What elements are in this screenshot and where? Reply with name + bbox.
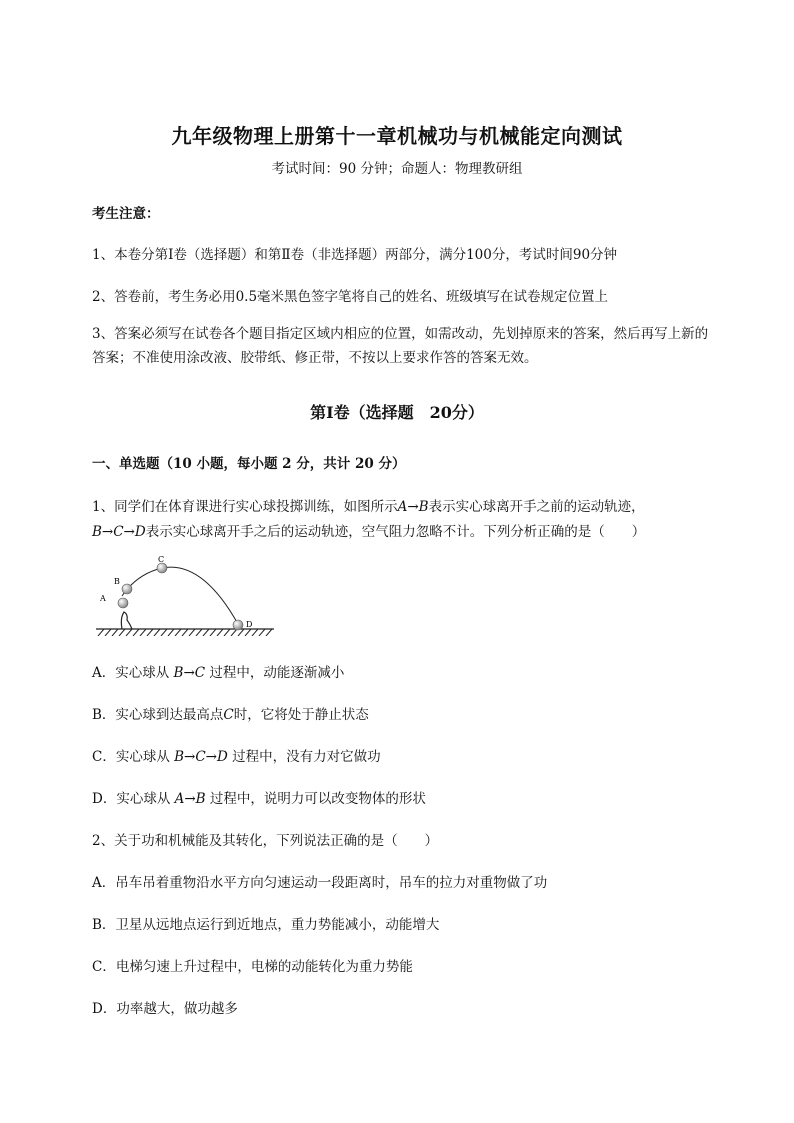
label-c: C <box>158 556 165 564</box>
exam-info: 考试时间：90 分钟；命题人：物理教研组 <box>271 161 523 177</box>
option-text: D．实心球从 <box>92 791 175 807</box>
q1-path-ab: A→B <box>397 499 429 515</box>
option-text: 过程中，动能逐渐减小 <box>205 665 345 681</box>
q1-path-bcd: B→C→D <box>92 524 146 540</box>
option-text: A．实心球从 <box>92 665 174 681</box>
option-text: B．实心球到达最高点 <box>92 707 224 723</box>
option-path: B→C→D <box>174 749 228 765</box>
q1-stem-text: 1、同学们在体育课进行实心球投掷训练，如图所示 <box>92 499 398 515</box>
label-b: B <box>114 577 120 586</box>
label-a: A <box>100 594 106 603</box>
q2-option-c: C．电梯匀速上升过程中，电梯的动能转化为重力势能 <box>92 959 413 975</box>
notice-item-1: 1、本卷分第Ⅰ卷（选择题）和第Ⅱ卷（非选择题）两部分，满分100分，考试时间90分钟 <box>92 247 618 263</box>
notice-item-2: 2、答卷前，考生务必用0.5毫米黑色签字笔将自己的姓名、班级填写在试卷规定位置上 <box>92 289 609 305</box>
option-text: 过程中，说明力可以改变物体的形状 <box>205 791 426 807</box>
option-text: 过程中，没有力对它做功 <box>227 749 381 765</box>
projectile-figure <box>92 556 277 636</box>
notice-item-3: 3、答案必须写在试卷各个题目指定区域内相应的位置，如需改动，先划掉原来的答案，然后再写上新的答案；不准使用涂改液、胶带纸、修正带，不按以上要求作答的答案无效。 <box>92 326 709 366</box>
q1-stem-line1 <box>92 495 645 515</box>
ball-b <box>122 584 132 594</box>
notice-heading: 考生注意： <box>92 206 160 222</box>
option-path: C <box>223 707 234 723</box>
q1-stem-text: 表示实心球离开手之前的运动轨迹， <box>428 499 645 515</box>
q1-option-c <box>92 745 381 765</box>
ground-hatching <box>98 629 272 636</box>
q2-option-a: A．吊车吊着重物沿水平方向匀速运动一段距离时，吊车的拉力对重物做了功 <box>92 875 548 891</box>
ball-c <box>157 563 167 573</box>
part-title: 第Ⅰ卷（选择题 20分） <box>310 403 484 422</box>
section-heading: 一、单选题（10 小题，每小题 2 分，共计 20 分） <box>92 456 406 472</box>
ball-a <box>118 598 128 608</box>
q2-option-b: B．卫星从远地点运行到近地点，重力势能减小，动能增大 <box>92 917 440 933</box>
thrower-arm <box>121 612 132 629</box>
q2-stem: 2、关于功和机械能及其转化，下列说法正确的是（ ） <box>92 833 439 849</box>
q1-option-d <box>92 787 426 807</box>
option-text: C．实心球从 <box>92 749 175 765</box>
q1-option-a <box>92 661 344 681</box>
option-path: B→C <box>173 665 206 681</box>
label-d: D <box>246 620 253 629</box>
ball-d <box>233 620 243 630</box>
page-title: 九年级物理上册第十一章机械功与机械能定向测试 <box>171 124 623 148</box>
trajectory-path <box>122 567 238 624</box>
option-path: A→B <box>174 791 206 807</box>
q1-stem-text: 表示实心球离开手之后的运动轨迹，空气阻力忽略不计。下列分析正确的是（ ） <box>145 524 646 540</box>
q2-option-d: D．功率越大，做功越多 <box>92 1001 238 1017</box>
option-text: 时，它将处于静止状态 <box>233 707 369 723</box>
q1-stem-line2 <box>92 520 645 540</box>
q1-option-b <box>92 703 369 723</box>
